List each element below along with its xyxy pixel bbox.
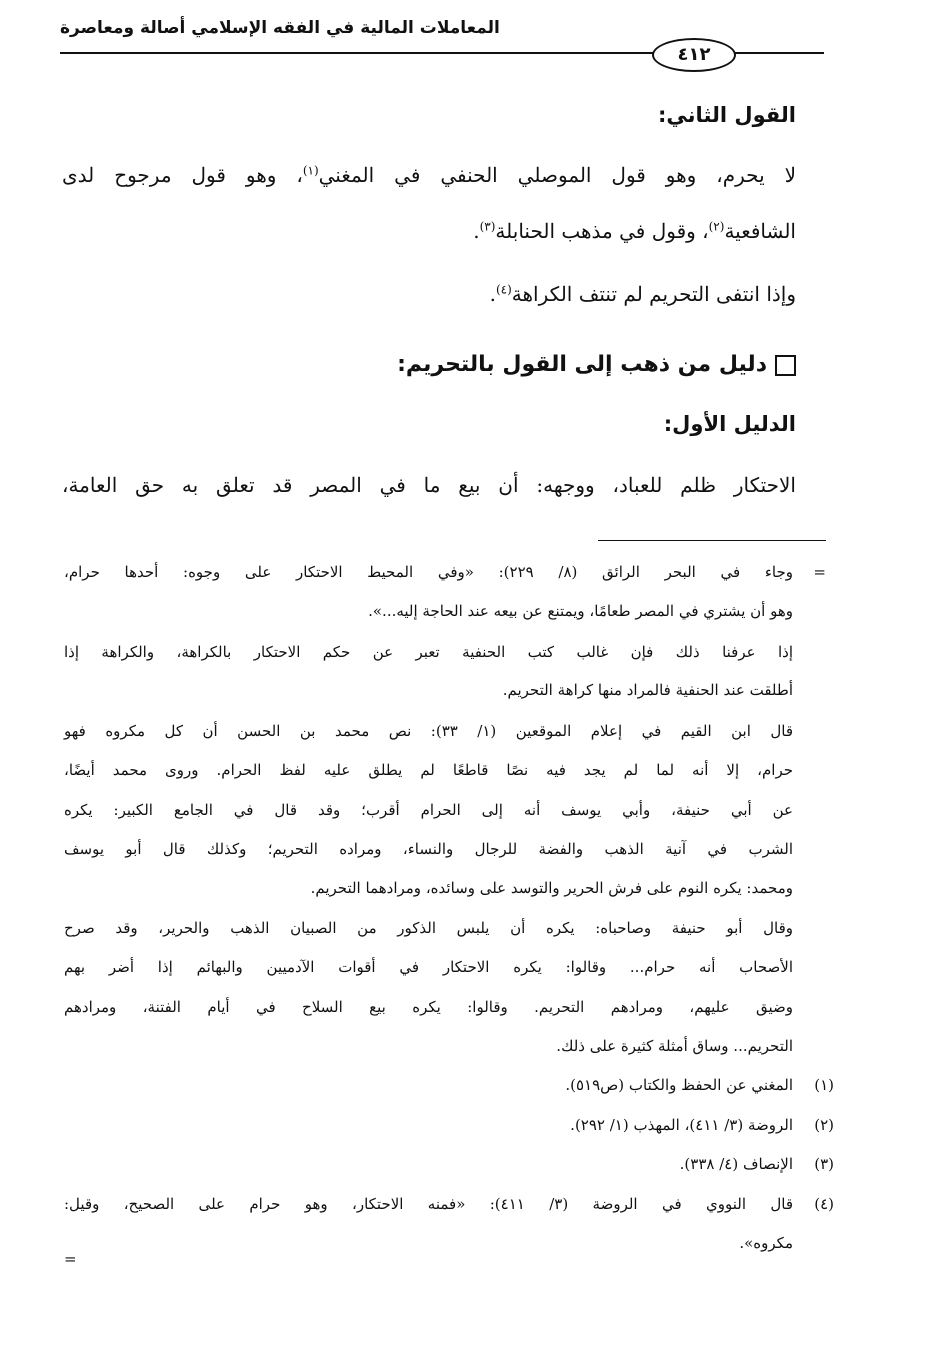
footnote-line: حرام، إلا أنه لما لم يجد فيه نصًا قاطعًا لم يطلق عليه لفظ الحرام. وروى محمد أيضًا، [64, 761, 793, 779]
paragraph-1-line-1 [62, 163, 796, 187]
paragraph-2 [490, 282, 796, 306]
footnote-text: الروضة (٣/ ٤١١)، المهذب (١/ ٢٩٢). [570, 1116, 793, 1134]
footnote-line: عن أبي حنيفة، وأبي يوسف أنه إلى الحرام أقرب؛ وقد قال في الجامع الكبير: يكره [64, 801, 793, 819]
evidence-heading-text: دليل من ذهب إلى القول بالتحريم: [397, 352, 767, 377]
footnote-text: الإنصاف (٤/ ٣٣٨). [679, 1155, 793, 1173]
footnote-line: ومحمد: يكره النوم على فرش الحرير والتوسد على وسائده، ومرادهما التحريم. [310, 879, 793, 897]
p2-text-b: . [489, 282, 496, 306]
footnote-text-continuation: مكروه». [739, 1234, 793, 1252]
p1-text-a: لا يحرم، وهو قول الموصلي الحنفي في المغني [318, 163, 796, 187]
footnote-number: (١) [814, 1076, 834, 1094]
footnote-number: (٢) [814, 1116, 834, 1134]
paragraph-3: الاحتكار ظلم للعباد، ووجهه: أن بيع ما في المصر قد تعلق به حق العامة، [62, 473, 796, 497]
footnote-ref-4: (٤) [495, 282, 512, 297]
p1-text-d: ، وقول في مذهب الحنابلة [495, 219, 709, 243]
footnote-number: (٣) [814, 1155, 834, 1173]
running-title: المعاملات المالية في الفقه الإسلامي أصالة ومعاصرة [60, 18, 500, 38]
p1-text-c: الشافعية [724, 219, 796, 243]
footnote-line: وضيق عليهم، ومرادهم التحريم. وقالوا: يكره بيع السلاح في أيام الفتنة، ومرادهم [64, 998, 793, 1016]
footnote-line: التحريم... وساق أمثلة كثيرة على ذلك. [556, 1037, 793, 1055]
footnote-ref-1: (١) [302, 163, 319, 178]
footnote-line: وجاء في البحر الرائق (٨/ ٢٢٩): «وفي المحيط الاحتكار على وجوه: أحدها حرام، [64, 563, 793, 581]
footnote-text: المغني عن الحفظ والكتاب (ص٥١٩). [565, 1076, 793, 1094]
footnote-ref-3: (٣) [479, 219, 496, 234]
footnote-ref-2: (٢) [708, 219, 725, 234]
footnote-divider [598, 540, 826, 541]
p1-text-b: ، وهو قول مرجوح لدى [62, 163, 303, 187]
footnote-trailing-marker: = [64, 1250, 77, 1268]
footnote-line: أطلقت عند الحنفية فالمراد منها كراهة التحريم. [502, 681, 793, 699]
footnote-text: قال النووي في الروضة (٣/ ٤١١): «فمنه الاحتكار، وهو حرام على الصحيح، وقيل: [64, 1195, 793, 1213]
page-number: ٤١٢ [652, 38, 736, 72]
evidence-heading [397, 352, 796, 377]
p1-text-e: . [473, 219, 480, 243]
footnote-line: وهو أن يشتري في المصر طعامًا، ويمتنع عن بيعه عند الحاجة إليه...». [368, 602, 793, 620]
footnote-line: الشرب في آنية الذهب والفضة للرجال والنساء، ومراده التحريم؛ وكذلك قال أبو يوسف [64, 840, 793, 858]
header-rule-left [60, 52, 653, 54]
paragraph-1-line-2 [473, 219, 796, 243]
second-opinion-heading: القول الثاني: [658, 103, 796, 127]
first-evidence-heading: الدليل الأول: [663, 412, 796, 436]
p2-text-a: وإذا انتفى التحريم لم تنتف الكراهة [511, 282, 796, 306]
header-rule-right [733, 52, 824, 54]
footnote-line: إذا عرفنا ذلك فإن غالب كتب الحنفية تعبر عن حكم الاحتكار بالكراهة، والكراهة إذا [64, 643, 793, 661]
footnote-line: قال ابن القيم في إعلام الموقعين (١/ ٣٣): نص محمد بن الحسن أن كل مكروه فهو [64, 722, 793, 740]
footnote-continuation-marker: = [813, 563, 826, 581]
footnote-number: (٤) [814, 1195, 834, 1213]
square-bullet-icon [775, 355, 796, 376]
footnote-line: الأصحاب أنه حرام... وقالوا: يكره الاحتكار في أقوات الآدميين والبهائم إذا أضر بهم [64, 958, 793, 976]
footnote-line: وقال أبو حنيفة وصاحباه: يكره أن يلبس الذكور من الصبيان الذهب والحرير، وقد صرح [64, 919, 793, 937]
